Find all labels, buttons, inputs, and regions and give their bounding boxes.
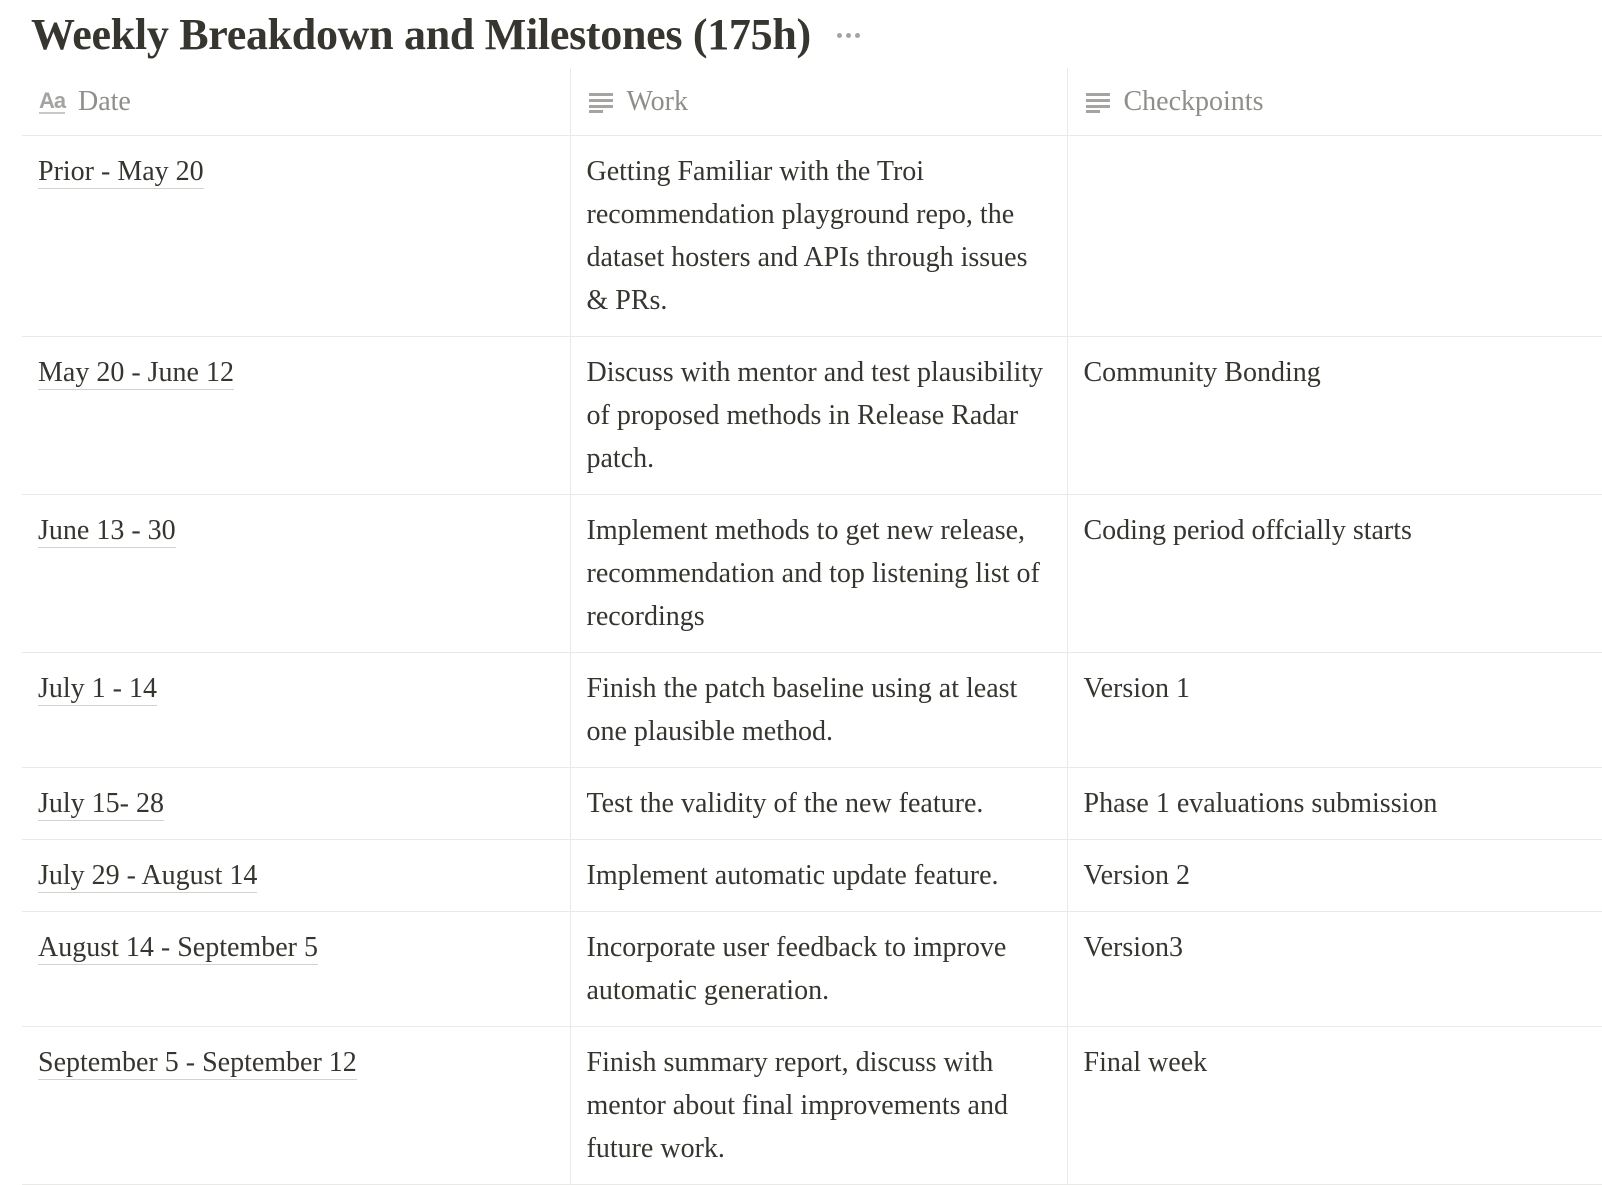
- row-title-link[interactable]: July 15- 28: [38, 788, 164, 819]
- table-row[interactable]: [22, 495, 1602, 653]
- row-title-link[interactable]: May 20 - June 12: [38, 357, 234, 388]
- date-cell[interactable]: [22, 1027, 570, 1185]
- work-cell[interactable]: Getting Familiar with the Troi recommendation playground repo, the dataset hosters and APIs through issues & PRs.: [570, 136, 1067, 337]
- checkpoint-cell[interactable]: [1067, 136, 1602, 337]
- checkpoint-cell[interactable]: Version 2: [1067, 840, 1602, 912]
- column-header-label: Checkpoints: [1123, 85, 1264, 117]
- column-header-work[interactable]: [570, 68, 1067, 136]
- column-header-label: Date: [78, 85, 131, 117]
- database-header: [31, 4, 864, 64]
- work-cell[interactable]: Discuss with mentor and test plausibility of proposed methods in Release Radar patch.: [570, 337, 1067, 495]
- ellipsis-dot: [846, 33, 851, 38]
- table-row[interactable]: [22, 768, 1602, 840]
- column-header-label: Work: [626, 85, 689, 117]
- work-cell[interactable]: Finish the patch baseline using at least one plausible method.: [570, 653, 1067, 768]
- ellipsis-dot: [855, 33, 860, 38]
- row-title-link[interactable]: Prior - May 20: [38, 156, 204, 187]
- title-property-icon: Aa: [38, 87, 66, 113]
- table-row[interactable]: [22, 653, 1602, 768]
- date-cell[interactable]: [22, 337, 570, 495]
- row-title-link[interactable]: August 14 - September 5: [38, 932, 318, 963]
- table-row[interactable]: [22, 912, 1602, 1027]
- text-property-icon: [587, 88, 615, 116]
- table-row[interactable]: [22, 840, 1602, 912]
- ellipsis-icon: [837, 33, 842, 38]
- date-cell[interactable]: [22, 912, 570, 1027]
- work-cell[interactable]: Incorporate user feedback to improve automatic generation.: [570, 912, 1067, 1027]
- database-title[interactable]: Weekly Breakdown and Milestones (175h): [31, 9, 811, 59]
- date-cell[interactable]: [22, 495, 570, 653]
- checkpoint-cell[interactable]: Phase 1 evaluations submission: [1067, 768, 1602, 840]
- work-cell[interactable]: Test the validity of the new feature.: [570, 768, 1067, 840]
- checkpoint-cell[interactable]: Version 1: [1067, 653, 1602, 768]
- checkpoint-cell[interactable]: Community Bonding: [1067, 337, 1602, 495]
- date-cell[interactable]: [22, 136, 570, 337]
- row-title-link[interactable]: June 13 - 30: [38, 515, 176, 546]
- table-row[interactable]: [22, 337, 1602, 495]
- date-cell[interactable]: [22, 840, 570, 912]
- text-property-icon: [1084, 88, 1112, 116]
- checkpoint-cell[interactable]: Coding period offcially starts: [1067, 495, 1602, 653]
- date-cell[interactable]: [22, 768, 570, 840]
- date-cell[interactable]: [22, 653, 570, 768]
- work-cell[interactable]: Implement methods to get new release, recommendation and top listening list of recordings: [570, 495, 1067, 653]
- row-title-link[interactable]: September 5 - September 12: [38, 1047, 357, 1078]
- row-title-link[interactable]: July 29 - August 14: [38, 860, 258, 891]
- table-row[interactable]: [22, 136, 1602, 337]
- table-header-row: [22, 68, 1602, 136]
- work-cell[interactable]: Implement automatic update feature.: [570, 840, 1067, 912]
- database-table: [22, 68, 1602, 1185]
- checkpoint-cell[interactable]: Final week: [1067, 1027, 1602, 1185]
- table-row[interactable]: [22, 1027, 1602, 1185]
- column-header-date[interactable]: [22, 68, 570, 136]
- row-title-link[interactable]: July 1 - 14: [38, 673, 157, 704]
- more-options-button[interactable]: [833, 20, 864, 50]
- checkpoint-cell[interactable]: Version3: [1067, 912, 1602, 1027]
- column-header-checkpoints[interactable]: [1067, 68, 1602, 136]
- work-cell[interactable]: Finish summary report, discuss with mentor about final improvements and future work.: [570, 1027, 1067, 1185]
